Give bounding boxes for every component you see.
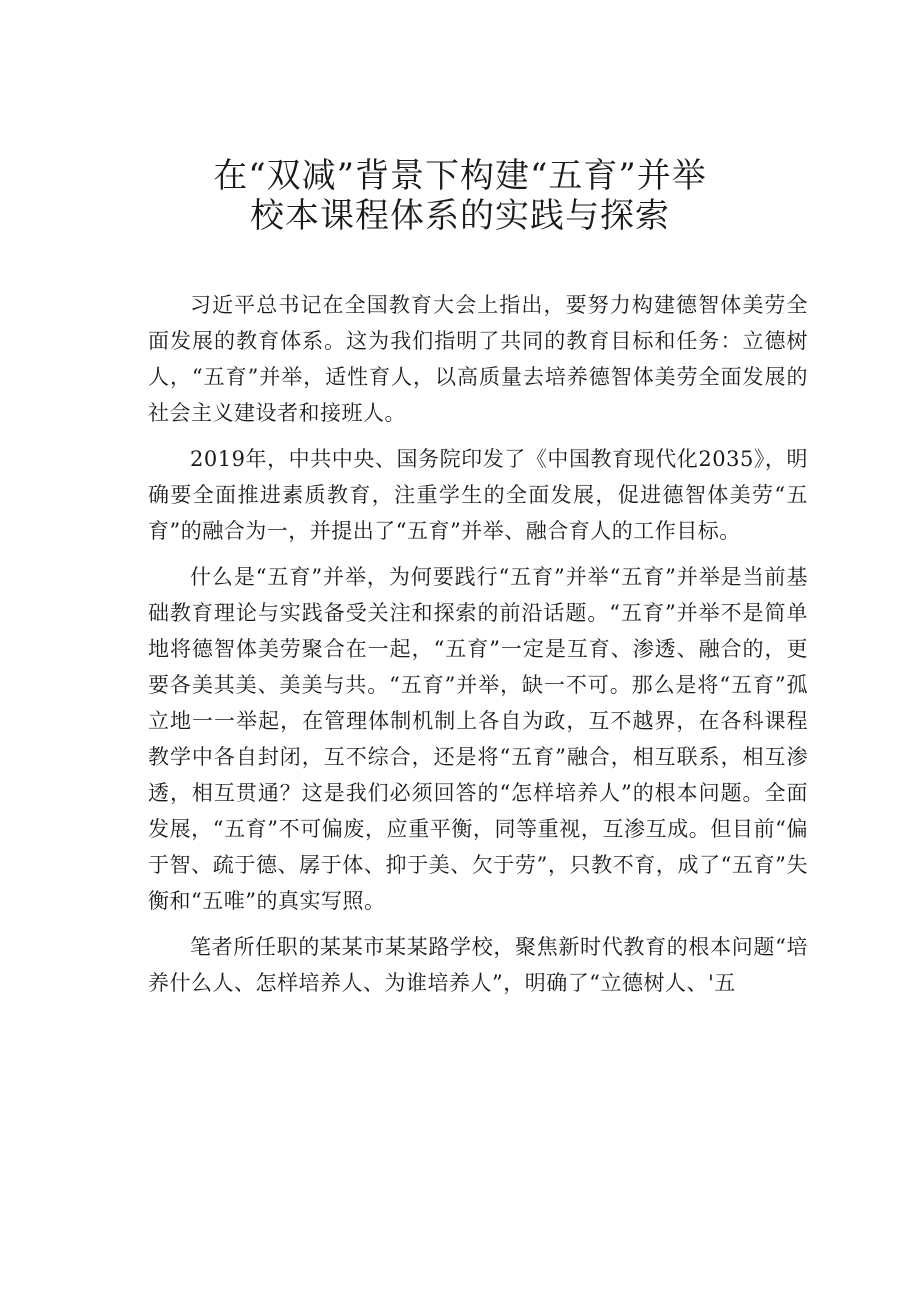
- paragraph-1: 习近平总书记在全国教育大会上指出，要努力构建德智体美劳全面发展的教育体系。这为我们指明了共同的教育目标和任务：立德树人，“五育”并举，适性育人，以高质量去培养德智体美劳全面发展的社会主义建设者和接班人。: [148, 293, 808, 425]
- title-line-1: 在“双减”背景下构建“五育”并举: [213, 156, 707, 196]
- document-title: [0, 156, 920, 236]
- paragraph-4: 笔者所任职的某某市某某路学校，聚焦新时代教育的根本问题“培养什么人、怎样培养人、为谁培养人”，明确了“立德树人、'五: [148, 935, 808, 995]
- title-line-2: 校本课程体系的实践与探索: [250, 196, 670, 236]
- paragraph-2: 2019年，中共中央、国务院印发了《中国教育现代化2035》，明确要全面推进素质教育，注重学生的全面发展，促进德智体美劳“五育”的融合为一，并提出了“五育”并举、融合育人的工作目标。: [148, 447, 808, 543]
- document-body: [148, 287, 808, 1011]
- paragraph-3: 什么是“五育”并举，为何要践行“五育”并举“五育”并举是当前基础教育理论与实践备受关注和探索的前沿话题。“五育”并举不是简单地将德智体美劳聚合在一起，“五育”一定是互育、渗透、融合的，更要各美其美、美美与共。“五育”并举，缺一不可。那么是将“五育”孤立地一一举起，在管理体制机制上各自为政，互不越界，在各科课程教学中各自封闭，互不综合，还是将“五育”融合，相互联系，相互渗透，相互贯通？这是我们必须回答的“怎样培养人”的根本问题。全面发展，“五育”不可偏废，应重平衡，同等重视，互渗互成。但目前“偏于智、疏于德、孱于体、抑于美、欠于劳”，只教不育，成了“五育”失衡和“五唯”的真实写照。: [148, 565, 808, 913]
